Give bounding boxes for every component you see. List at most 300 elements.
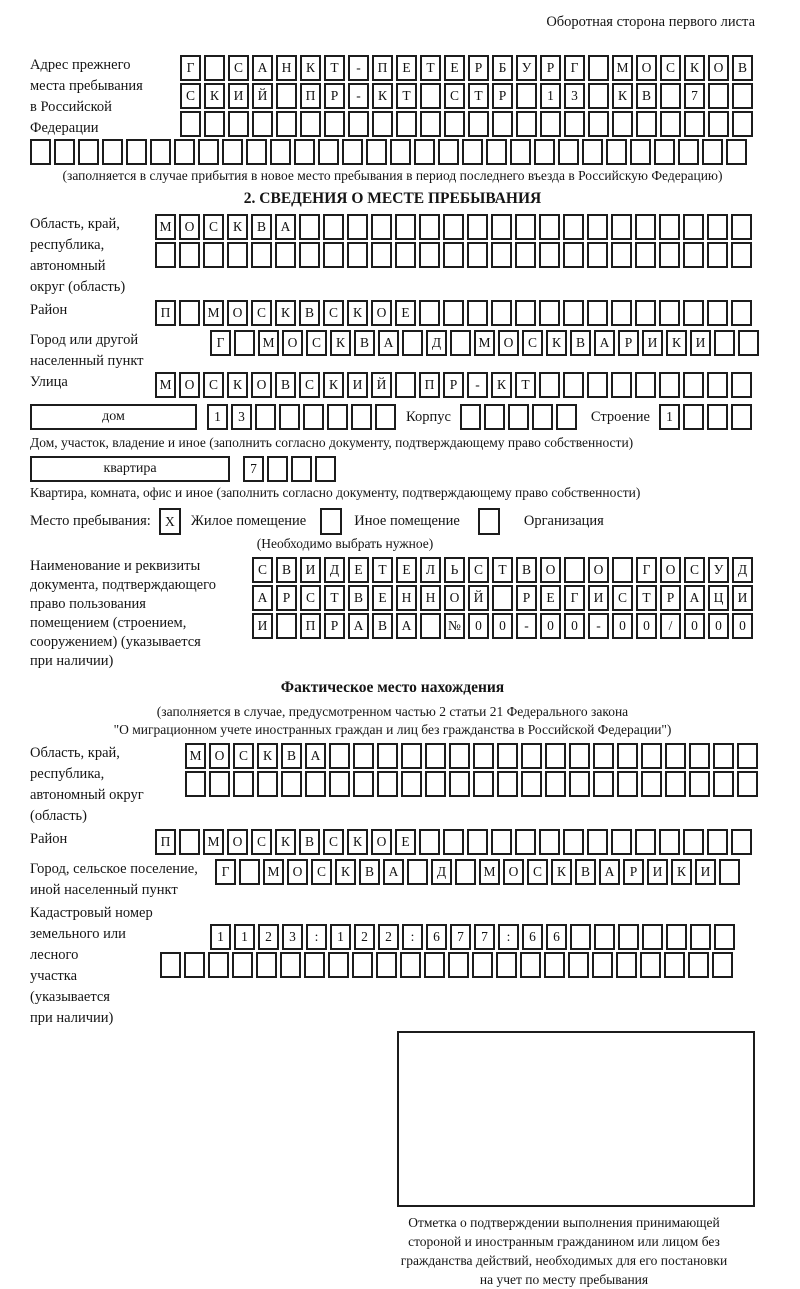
form-cell[interactable]	[315, 456, 336, 482]
form-cell[interactable]: О	[498, 330, 519, 356]
form-cell[interactable]: С	[323, 300, 344, 326]
form-cell[interactable]: -	[348, 83, 369, 109]
form-cell[interactable]	[281, 771, 302, 797]
form-cell[interactable]	[395, 242, 416, 268]
form-cell[interactable]	[731, 829, 752, 855]
form-cell[interactable]	[707, 404, 728, 430]
form-cell[interactable]	[462, 139, 483, 165]
form-cell[interactable]: 0	[468, 613, 489, 639]
form-cell[interactable]	[731, 214, 752, 240]
form-cell[interactable]	[255, 404, 276, 430]
form-cell[interactable]: 0	[492, 613, 513, 639]
form-cell[interactable]	[491, 214, 512, 240]
form-cell[interactable]	[618, 924, 639, 950]
form-cell[interactable]	[540, 111, 561, 137]
form-cell[interactable]	[460, 404, 481, 430]
form-cell[interactable]	[612, 111, 633, 137]
form-cell[interactable]	[280, 952, 301, 978]
form-cell[interactable]	[683, 372, 704, 398]
form-cell[interactable]: Е	[396, 557, 417, 583]
form-cell[interactable]	[443, 214, 464, 240]
form-cell[interactable]	[659, 372, 680, 398]
form-cell[interactable]	[468, 111, 489, 137]
form-cell[interactable]	[732, 83, 753, 109]
form-cell[interactable]	[521, 743, 542, 769]
form-cell[interactable]: Т	[468, 83, 489, 109]
form-cell[interactable]	[425, 771, 446, 797]
form-cell[interactable]: П	[155, 829, 176, 855]
form-cell[interactable]	[257, 771, 278, 797]
form-cell[interactable]	[665, 771, 686, 797]
form-cell[interactable]: С	[300, 585, 321, 611]
form-cell[interactable]	[304, 952, 325, 978]
form-cell[interactable]: Р	[468, 55, 489, 81]
form-cell[interactable]	[425, 743, 446, 769]
form-cell[interactable]	[587, 300, 608, 326]
form-cell[interactable]	[491, 829, 512, 855]
form-cell[interactable]: Г	[215, 859, 236, 885]
form-cell[interactable]: Т	[515, 372, 536, 398]
form-cell[interactable]	[150, 139, 171, 165]
form-cell[interactable]	[520, 952, 541, 978]
form-cell[interactable]: 0	[636, 613, 657, 639]
form-cell[interactable]: 7	[474, 924, 495, 950]
form-cell[interactable]	[515, 214, 536, 240]
form-cell[interactable]	[126, 139, 147, 165]
form-cell[interactable]	[299, 242, 320, 268]
form-cell[interactable]	[400, 952, 421, 978]
form-cell[interactable]	[708, 111, 729, 137]
form-cell[interactable]	[689, 771, 710, 797]
form-cell[interactable]	[684, 111, 705, 137]
form-cell[interactable]	[155, 242, 176, 268]
form-cell[interactable]: Й	[371, 372, 392, 398]
form-cell[interactable]: 6	[546, 924, 567, 950]
form-cell[interactable]: О	[371, 300, 392, 326]
form-cell[interactable]: 1	[330, 924, 351, 950]
form-cell[interactable]	[588, 55, 609, 81]
form-cell[interactable]: К	[257, 743, 278, 769]
form-cell[interactable]: А	[383, 859, 404, 885]
form-cell[interactable]: С	[233, 743, 254, 769]
form-cell[interactable]	[707, 242, 728, 268]
form-cell[interactable]	[587, 372, 608, 398]
form-cell[interactable]	[666, 924, 687, 950]
form-cell[interactable]	[179, 242, 200, 268]
form-cell[interactable]	[239, 859, 260, 885]
form-cell[interactable]	[630, 139, 651, 165]
form-cell[interactable]: Н	[420, 585, 441, 611]
form-cell[interactable]: О	[227, 300, 248, 326]
form-cell[interactable]	[510, 139, 531, 165]
form-cell[interactable]: /	[660, 613, 681, 639]
form-cell[interactable]	[545, 771, 566, 797]
form-cell[interactable]: 7	[243, 456, 264, 482]
form-cell[interactable]	[563, 242, 584, 268]
form-cell[interactable]: Д	[426, 330, 447, 356]
form-cell[interactable]: Ь	[444, 557, 465, 583]
form-cell[interactable]: К	[323, 372, 344, 398]
form-cell[interactable]	[545, 743, 566, 769]
form-cell[interactable]	[683, 242, 704, 268]
form-cell[interactable]	[731, 242, 752, 268]
form-cell[interactable]: В	[570, 330, 591, 356]
form-cell[interactable]	[737, 771, 758, 797]
form-cell[interactable]: А	[275, 214, 296, 240]
form-cell[interactable]: С	[203, 372, 224, 398]
form-cell[interactable]	[664, 952, 685, 978]
form-cell[interactable]	[420, 613, 441, 639]
form-cell[interactable]	[377, 743, 398, 769]
form-cell[interactable]	[616, 952, 637, 978]
form-cell[interactable]	[738, 330, 759, 356]
form-cell[interactable]: М	[203, 829, 224, 855]
form-cell[interactable]	[708, 83, 729, 109]
form-cell[interactable]: Е	[395, 300, 416, 326]
form-cell[interactable]	[352, 952, 373, 978]
form-cell[interactable]	[179, 829, 200, 855]
form-cell[interactable]: П	[300, 613, 321, 639]
form-cell[interactable]	[443, 242, 464, 268]
form-cell[interactable]	[179, 300, 200, 326]
form-cell[interactable]	[305, 771, 326, 797]
form-cell[interactable]: В	[251, 214, 272, 240]
stay-option-checkbox-residential[interactable]: X	[159, 508, 181, 535]
form-cell[interactable]	[732, 111, 753, 137]
form-cell[interactable]	[419, 214, 440, 240]
form-cell[interactable]	[570, 924, 591, 950]
form-cell[interactable]	[654, 139, 675, 165]
form-cell[interactable]	[484, 404, 505, 430]
form-cell[interactable]	[712, 952, 733, 978]
form-cell[interactable]: С	[444, 83, 465, 109]
form-cell[interactable]: П	[155, 300, 176, 326]
form-cell[interactable]: Р	[618, 330, 639, 356]
form-cell[interactable]: И	[300, 557, 321, 583]
form-cell[interactable]: Т	[420, 55, 441, 81]
form-cell[interactable]	[252, 111, 273, 137]
form-cell[interactable]	[401, 743, 422, 769]
form-cell[interactable]: М	[203, 300, 224, 326]
form-cell[interactable]: К	[227, 372, 248, 398]
form-cell[interactable]	[702, 139, 723, 165]
form-cell[interactable]	[486, 139, 507, 165]
form-cell[interactable]	[251, 242, 272, 268]
form-cell[interactable]: 1	[234, 924, 255, 950]
form-cell[interactable]	[467, 829, 488, 855]
form-cell[interactable]	[233, 771, 254, 797]
form-cell[interactable]: К	[275, 300, 296, 326]
form-cell[interactable]	[592, 952, 613, 978]
form-cell[interactable]: 3	[282, 924, 303, 950]
form-cell[interactable]	[707, 214, 728, 240]
form-cell[interactable]: К	[666, 330, 687, 356]
form-cell[interactable]	[719, 859, 740, 885]
form-cell[interactable]: О	[444, 585, 465, 611]
form-cell[interactable]: Г	[636, 557, 657, 583]
form-cell[interactable]	[472, 952, 493, 978]
form-cell[interactable]: Е	[395, 829, 416, 855]
form-cell[interactable]: 0	[708, 613, 729, 639]
form-cell[interactable]	[328, 952, 349, 978]
form-cell[interactable]: К	[491, 372, 512, 398]
form-cell[interactable]	[198, 139, 219, 165]
form-cell[interactable]	[582, 139, 603, 165]
form-cell[interactable]	[303, 404, 324, 430]
form-cell[interactable]: В	[372, 613, 393, 639]
form-cell[interactable]: В	[354, 330, 375, 356]
form-cell[interactable]: 7	[450, 924, 471, 950]
form-cell[interactable]	[587, 829, 608, 855]
form-cell[interactable]	[492, 585, 513, 611]
form-cell[interactable]	[593, 771, 614, 797]
form-cell[interactable]	[204, 111, 225, 137]
form-cell[interactable]	[539, 242, 560, 268]
form-cell[interactable]: И	[347, 372, 368, 398]
form-cell[interactable]	[371, 214, 392, 240]
form-cell[interactable]: К	[275, 829, 296, 855]
form-cell[interactable]: В	[275, 372, 296, 398]
form-cell[interactable]: В	[636, 83, 657, 109]
form-cell[interactable]: И	[642, 330, 663, 356]
form-cell[interactable]	[563, 214, 584, 240]
form-cell[interactable]	[444, 111, 465, 137]
form-cell[interactable]	[180, 111, 201, 137]
form-cell[interactable]	[707, 372, 728, 398]
form-cell[interactable]: С	[522, 330, 543, 356]
form-cell[interactable]	[276, 111, 297, 137]
form-cell[interactable]	[689, 743, 710, 769]
form-cell[interactable]: У	[516, 55, 537, 81]
form-cell[interactable]: Д	[732, 557, 753, 583]
stay-option-checkbox-other[interactable]	[320, 508, 342, 535]
form-cell[interactable]	[611, 214, 632, 240]
form-cell[interactable]: 1	[540, 83, 561, 109]
form-cell[interactable]: С	[612, 585, 633, 611]
form-cell[interactable]: К	[551, 859, 572, 885]
form-cell[interactable]	[204, 55, 225, 81]
form-cell[interactable]	[496, 952, 517, 978]
form-cell[interactable]: О	[708, 55, 729, 81]
form-cell[interactable]: М	[263, 859, 284, 885]
form-cell[interactable]: О	[251, 372, 272, 398]
form-cell[interactable]	[569, 743, 590, 769]
form-cell[interactable]	[449, 771, 470, 797]
form-cell[interactable]: Р	[623, 859, 644, 885]
form-cell[interactable]	[660, 111, 681, 137]
form-cell[interactable]: 1	[210, 924, 231, 950]
form-cell[interactable]: И	[647, 859, 668, 885]
form-cell[interactable]: В	[359, 859, 380, 885]
form-cell[interactable]: М	[258, 330, 279, 356]
form-cell[interactable]	[160, 952, 181, 978]
form-cell[interactable]: Р	[324, 613, 345, 639]
form-cell[interactable]: В	[281, 743, 302, 769]
form-cell[interactable]	[347, 214, 368, 240]
form-cell[interactable]	[611, 242, 632, 268]
form-cell[interactable]: Р	[540, 55, 561, 81]
form-cell[interactable]	[102, 139, 123, 165]
form-cell[interactable]: М	[612, 55, 633, 81]
form-cell[interactable]	[508, 404, 529, 430]
form-cell[interactable]	[497, 771, 518, 797]
form-cell[interactable]	[348, 111, 369, 137]
form-cell[interactable]	[642, 924, 663, 950]
form-cell[interactable]: :	[498, 924, 519, 950]
form-cell[interactable]: Р	[276, 585, 297, 611]
form-cell[interactable]	[714, 924, 735, 950]
form-cell[interactable]: Т	[636, 585, 657, 611]
form-cell[interactable]: С	[228, 55, 249, 81]
form-cell[interactable]: 6	[522, 924, 543, 950]
form-cell[interactable]	[420, 111, 441, 137]
form-cell[interactable]	[291, 456, 312, 482]
form-cell[interactable]	[563, 829, 584, 855]
form-cell[interactable]: М	[155, 214, 176, 240]
form-cell[interactable]	[726, 139, 747, 165]
form-cell[interactable]: А	[305, 743, 326, 769]
form-cell[interactable]: -	[467, 372, 488, 398]
form-cell[interactable]: А	[348, 613, 369, 639]
form-cell[interactable]	[327, 404, 348, 430]
form-cell[interactable]: Д	[431, 859, 452, 885]
form-cell[interactable]: Б	[492, 55, 513, 81]
form-cell[interactable]: 6	[426, 924, 447, 950]
form-cell[interactable]: 1	[207, 404, 228, 430]
form-cell[interactable]: П	[372, 55, 393, 81]
form-cell[interactable]: 2	[378, 924, 399, 950]
form-cell[interactable]	[707, 829, 728, 855]
form-cell[interactable]: К	[227, 214, 248, 240]
form-cell[interactable]: Р	[443, 372, 464, 398]
form-cell[interactable]	[731, 300, 752, 326]
form-cell[interactable]	[353, 743, 374, 769]
form-cell[interactable]	[396, 111, 417, 137]
form-cell[interactable]	[449, 743, 470, 769]
form-cell[interactable]: 0	[732, 613, 753, 639]
form-cell[interactable]	[588, 83, 609, 109]
form-cell[interactable]: Р	[516, 585, 537, 611]
form-cell[interactable]: М	[474, 330, 495, 356]
form-cell[interactable]	[659, 829, 680, 855]
form-cell[interactable]	[234, 330, 255, 356]
form-cell[interactable]: -	[588, 613, 609, 639]
form-cell[interactable]: Й	[252, 83, 273, 109]
form-cell[interactable]: Е	[372, 585, 393, 611]
form-cell[interactable]: К	[204, 83, 225, 109]
form-cell[interactable]	[256, 952, 277, 978]
form-cell[interactable]: И	[732, 585, 753, 611]
form-cell[interactable]	[569, 771, 590, 797]
form-cell[interactable]	[635, 242, 656, 268]
form-cell[interactable]: У	[708, 557, 729, 583]
form-cell[interactable]: С	[468, 557, 489, 583]
form-cell[interactable]: Н	[276, 55, 297, 81]
form-cell[interactable]	[376, 952, 397, 978]
form-cell[interactable]: К	[372, 83, 393, 109]
form-cell[interactable]	[641, 743, 662, 769]
form-cell[interactable]: А	[378, 330, 399, 356]
form-cell[interactable]	[184, 952, 205, 978]
form-cell[interactable]	[203, 242, 224, 268]
form-cell[interactable]: О	[179, 372, 200, 398]
form-cell[interactable]: К	[300, 55, 321, 81]
form-cell[interactable]	[174, 139, 195, 165]
form-cell[interactable]: 7	[684, 83, 705, 109]
form-cell[interactable]	[636, 111, 657, 137]
form-cell[interactable]	[497, 743, 518, 769]
form-cell[interactable]: Н	[396, 585, 417, 611]
form-cell[interactable]: К	[330, 330, 351, 356]
form-cell[interactable]: 0	[564, 613, 585, 639]
form-cell[interactable]: Т	[372, 557, 393, 583]
form-cell[interactable]: В	[276, 557, 297, 583]
form-cell[interactable]	[276, 83, 297, 109]
form-cell[interactable]	[564, 111, 585, 137]
form-cell[interactable]: -	[516, 613, 537, 639]
form-cell[interactable]	[714, 330, 735, 356]
form-cell[interactable]	[588, 111, 609, 137]
form-cell[interactable]	[587, 242, 608, 268]
form-cell[interactable]	[299, 214, 320, 240]
form-cell[interactable]	[420, 83, 441, 109]
form-cell[interactable]	[78, 139, 99, 165]
form-cell[interactable]	[353, 771, 374, 797]
form-cell[interactable]	[635, 372, 656, 398]
form-cell[interactable]	[568, 952, 589, 978]
form-cell[interactable]	[208, 952, 229, 978]
form-cell[interactable]	[563, 372, 584, 398]
form-cell[interactable]	[539, 214, 560, 240]
form-cell[interactable]	[690, 924, 711, 950]
form-cell[interactable]	[713, 743, 734, 769]
form-cell[interactable]: С	[306, 330, 327, 356]
form-cell[interactable]: О	[503, 859, 524, 885]
form-cell[interactable]: 0	[540, 613, 561, 639]
form-cell[interactable]	[611, 372, 632, 398]
form-cell[interactable]	[688, 952, 709, 978]
form-cell[interactable]: В	[348, 585, 369, 611]
form-cell[interactable]	[521, 771, 542, 797]
form-cell[interactable]: С	[527, 859, 548, 885]
form-cell[interactable]	[659, 242, 680, 268]
form-cell[interactable]: С	[203, 214, 224, 240]
form-cell[interactable]	[30, 139, 51, 165]
form-cell[interactable]	[707, 300, 728, 326]
form-cell[interactable]: 3	[564, 83, 585, 109]
form-cell[interactable]: Л	[420, 557, 441, 583]
form-cell[interactable]: И	[695, 859, 716, 885]
form-cell[interactable]	[419, 300, 440, 326]
form-cell[interactable]: Д	[324, 557, 345, 583]
form-cell[interactable]	[401, 771, 422, 797]
form-cell[interactable]	[246, 139, 267, 165]
form-cell[interactable]	[539, 372, 560, 398]
form-cell[interactable]	[323, 214, 344, 240]
form-cell[interactable]	[473, 771, 494, 797]
form-cell[interactable]: К	[671, 859, 692, 885]
form-cell[interactable]: №	[444, 613, 465, 639]
form-cell[interactable]: П	[300, 83, 321, 109]
form-cell[interactable]	[448, 952, 469, 978]
form-cell[interactable]	[450, 330, 471, 356]
form-cell[interactable]	[564, 557, 585, 583]
form-cell[interactable]	[232, 952, 253, 978]
form-cell[interactable]: О	[371, 829, 392, 855]
form-cell[interactable]	[424, 952, 445, 978]
form-cell[interactable]	[375, 404, 396, 430]
form-cell[interactable]	[443, 300, 464, 326]
